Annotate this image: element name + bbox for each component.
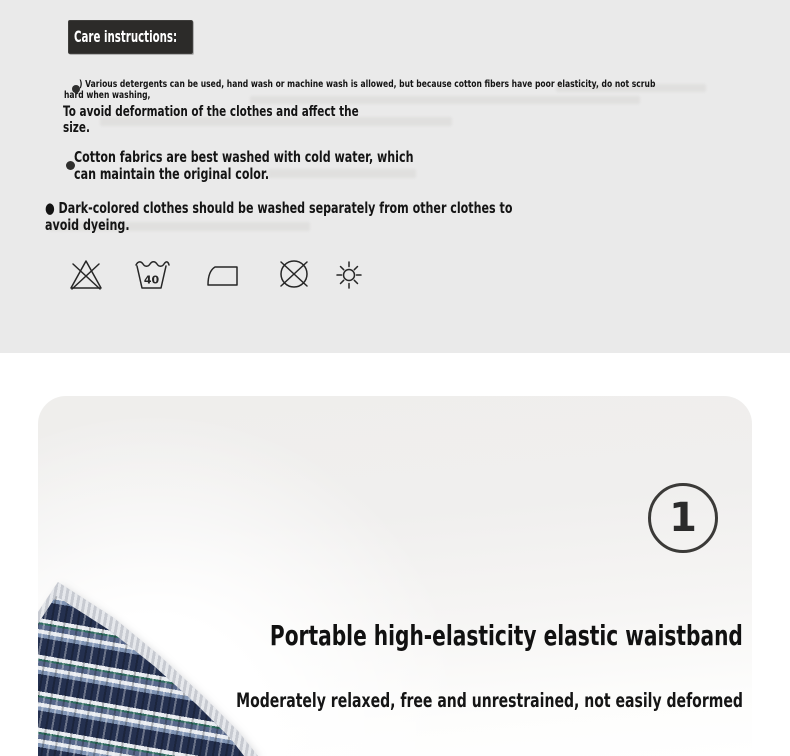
sun-dry-icon (331, 256, 367, 294)
feature-card-waistband (38, 396, 752, 756)
care-instructions-badge (68, 20, 193, 54)
detergent-note-line2: hard when washing, (64, 90, 151, 101)
cold-wash-line2: can maintain the original color. (74, 165, 270, 183)
dark-wash-line2: avoid dyeing. (45, 216, 130, 234)
deformation-note-line2: size. (63, 120, 90, 136)
ghost-text-bar (250, 96, 640, 104)
deformation-note-line1: To avoid deformation of the clothes and affect the (63, 104, 359, 120)
wash-temperature-label: 40 (143, 273, 160, 287)
detergent-note-line1: ) Various detergents can be used, hand wash or machine wash is allowed, but because cotton fibers have poor elasticity, do not scrub (79, 79, 656, 90)
wash-40-icon (133, 255, 170, 293)
do-not-dry-clean-icon (276, 255, 312, 293)
cold-wash-line1: Cotton fabrics are best washed with cold water, which (74, 148, 414, 166)
care-instructions-section (0, 0, 790, 353)
waistband-fabric-photo (38, 578, 276, 756)
iron-icon (204, 256, 240, 294)
feature-subtitle: Moderately relaxed, free and unrestrained, not easily deformed (236, 689, 743, 712)
feature-number-badge (648, 483, 718, 553)
do-not-bleach-icon (68, 256, 104, 294)
feature-number: 1 (669, 495, 697, 541)
feature-title: Portable high-elasticity elastic waistband (270, 619, 743, 652)
dark-wash-line1: ● Dark-colored clothes should be washed separately from other clothes to (45, 199, 513, 217)
care-instructions-badge-label: Care instructions: (74, 27, 178, 46)
